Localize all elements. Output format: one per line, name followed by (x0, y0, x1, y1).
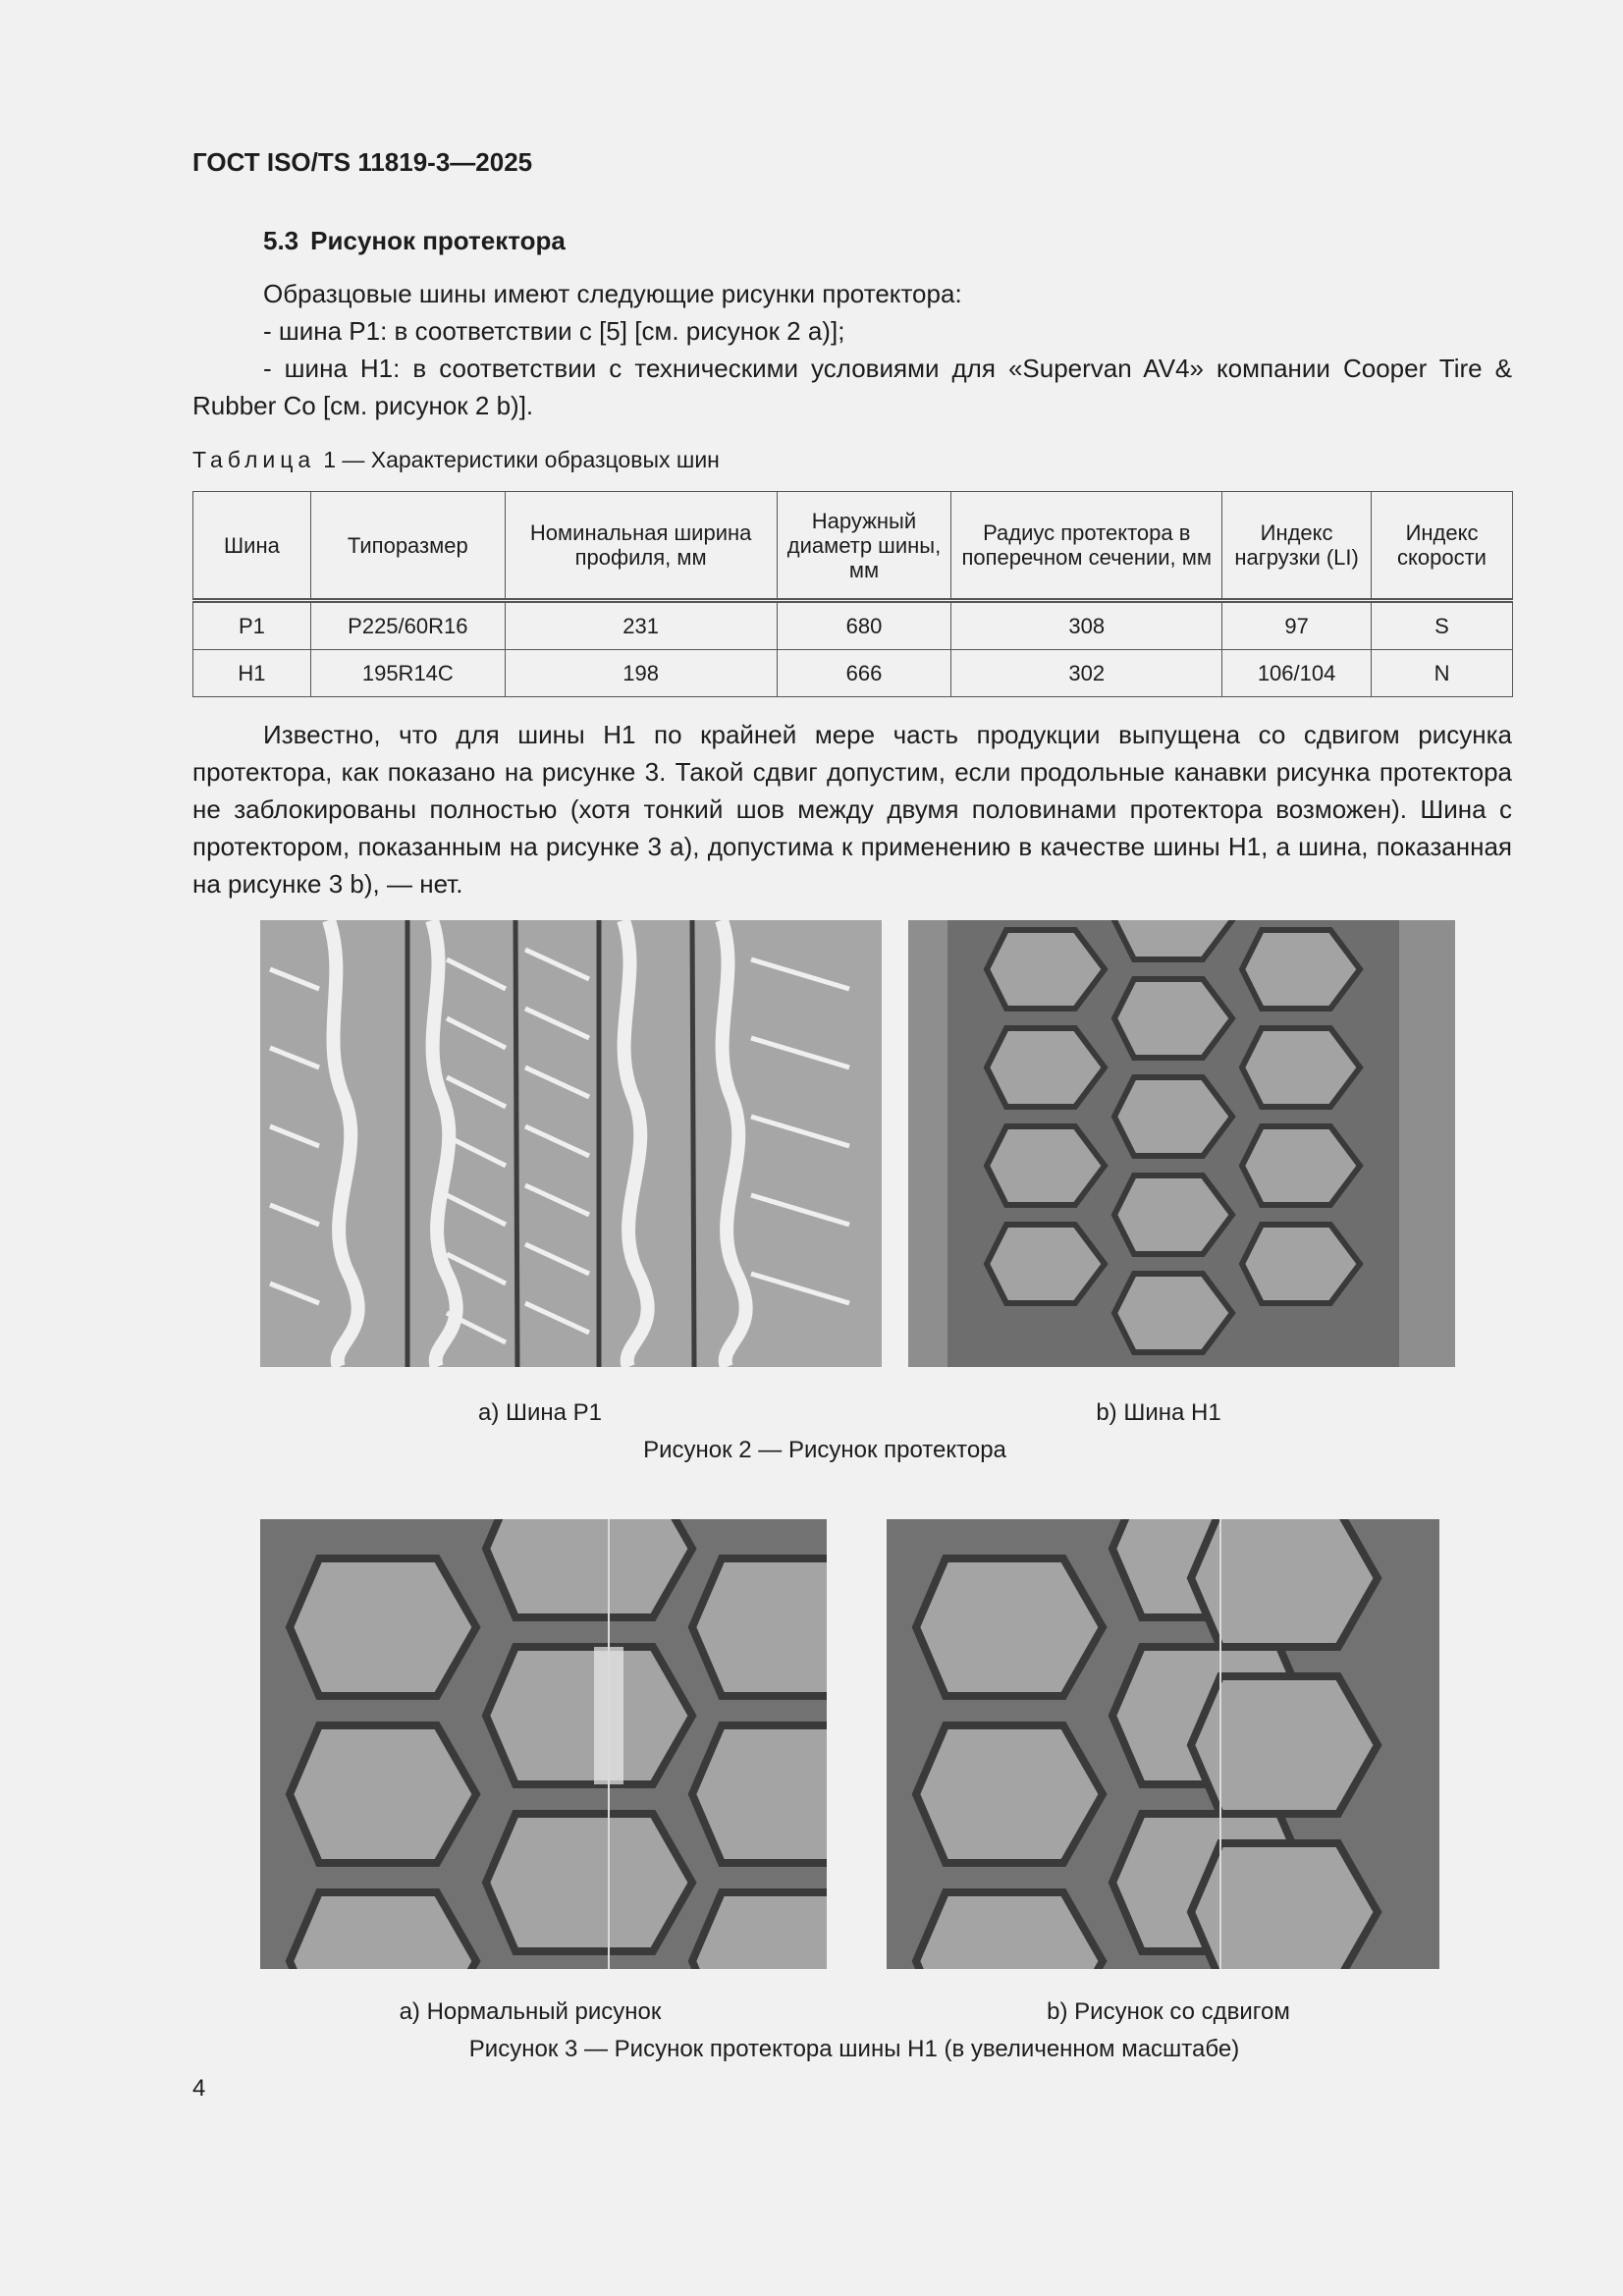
table-cell: 666 (777, 650, 951, 697)
table-caption (192, 447, 720, 473)
column-header: Индекс нагрузки (LI) (1222, 492, 1372, 601)
section-number: 5.3 (263, 226, 299, 255)
table-cell: P1 (193, 601, 311, 650)
table-row (193, 601, 1513, 650)
figure2-subcaption-b: b) Шина H1 (1096, 1399, 1221, 1426)
page-number: 4 (192, 2075, 206, 2102)
table-cell: S (1372, 601, 1513, 650)
figure3-subcaption-b: b) Рисунок со сдвигом (1047, 1998, 1290, 2025)
table-cell: 106/104 (1222, 650, 1372, 697)
tread-photo-h1 (908, 920, 1455, 1367)
figure3-subcaption-a: a) Нормальный рисунок (399, 1998, 662, 2025)
tire-spec-table (192, 491, 1513, 697)
table-cell: P225/60R16 (310, 601, 505, 650)
table-header-row (193, 492, 1513, 601)
table-cell: 195R14C (310, 650, 505, 697)
column-header: Наружный диаметр шины, мм (777, 492, 951, 601)
table-cell: 680 (777, 601, 951, 650)
column-header: Номинальная ширина профиля, мм (505, 492, 777, 601)
table-label: Таблица (192, 447, 316, 472)
table-row (193, 650, 1513, 697)
figure3-caption: Рисунок 3 — Рисунок протектора шины H1 (в увеличенном масштабе) (468, 2036, 1240, 2062)
table-cell: 302 (951, 650, 1222, 697)
column-header: Индекс скорости (1372, 492, 1513, 601)
column-header: Типоразмер (310, 492, 505, 601)
paragraph-tread-shift: Известно, что для шины H1 по крайней мере часть продукции выпущена со сдвигом рисунка протектора, как показано на рисунке 3. Такой сдвиг допустим, если продольные канавки рисунка протектора не заблокированы полностью (хотя тонкий шов между двумя половинами протектора возможен). Шина с протектором, показанным на рисунке 3 a), допустима к применению в качестве шины H1, а шина, показанная на рисунке 3 b), — нет. (192, 720, 1512, 899)
paragraph-intro: Образцовые шины имеют следующие рисунки протектора: (263, 279, 962, 308)
column-header: Радиус протектора в поперечном сечении, мм (951, 492, 1222, 601)
figure2-caption: Рисунок 2 — Рисунок протектора (643, 1437, 1006, 1463)
column-header: Шина (193, 492, 311, 601)
list-item-p1: - шина P1: в соответствии с [5] [см. рисунок 2 а)]; (263, 316, 845, 346)
table-cell: 308 (951, 601, 1222, 650)
tread-photo-p1 (260, 920, 882, 1367)
list-item-h1: - шина H1: в соответствии с техническими условиями для «Supervan AV4» компании Cooper Tire & Rubber Co [см. рисунок 2 b)]. (192, 354, 1512, 420)
table-caption-text: 1 — Характеристики образцовых шин (323, 447, 720, 472)
table-cell: 231 (505, 601, 777, 650)
tread-photo-normal (260, 1519, 827, 1969)
figure2-subcaption-a: a) Шина P1 (477, 1399, 603, 1426)
document-header: ГОСТ ISO/TS 11819-3—2025 (192, 147, 533, 177)
section-heading (263, 226, 566, 256)
table-cell: N (1372, 650, 1513, 697)
table-cell: H1 (193, 650, 311, 697)
table-cell: 198 (505, 650, 777, 697)
section-title: Рисунок протектора (310, 226, 566, 255)
table-cell: 97 (1222, 601, 1372, 650)
tread-photo-shifted (887, 1519, 1439, 1969)
